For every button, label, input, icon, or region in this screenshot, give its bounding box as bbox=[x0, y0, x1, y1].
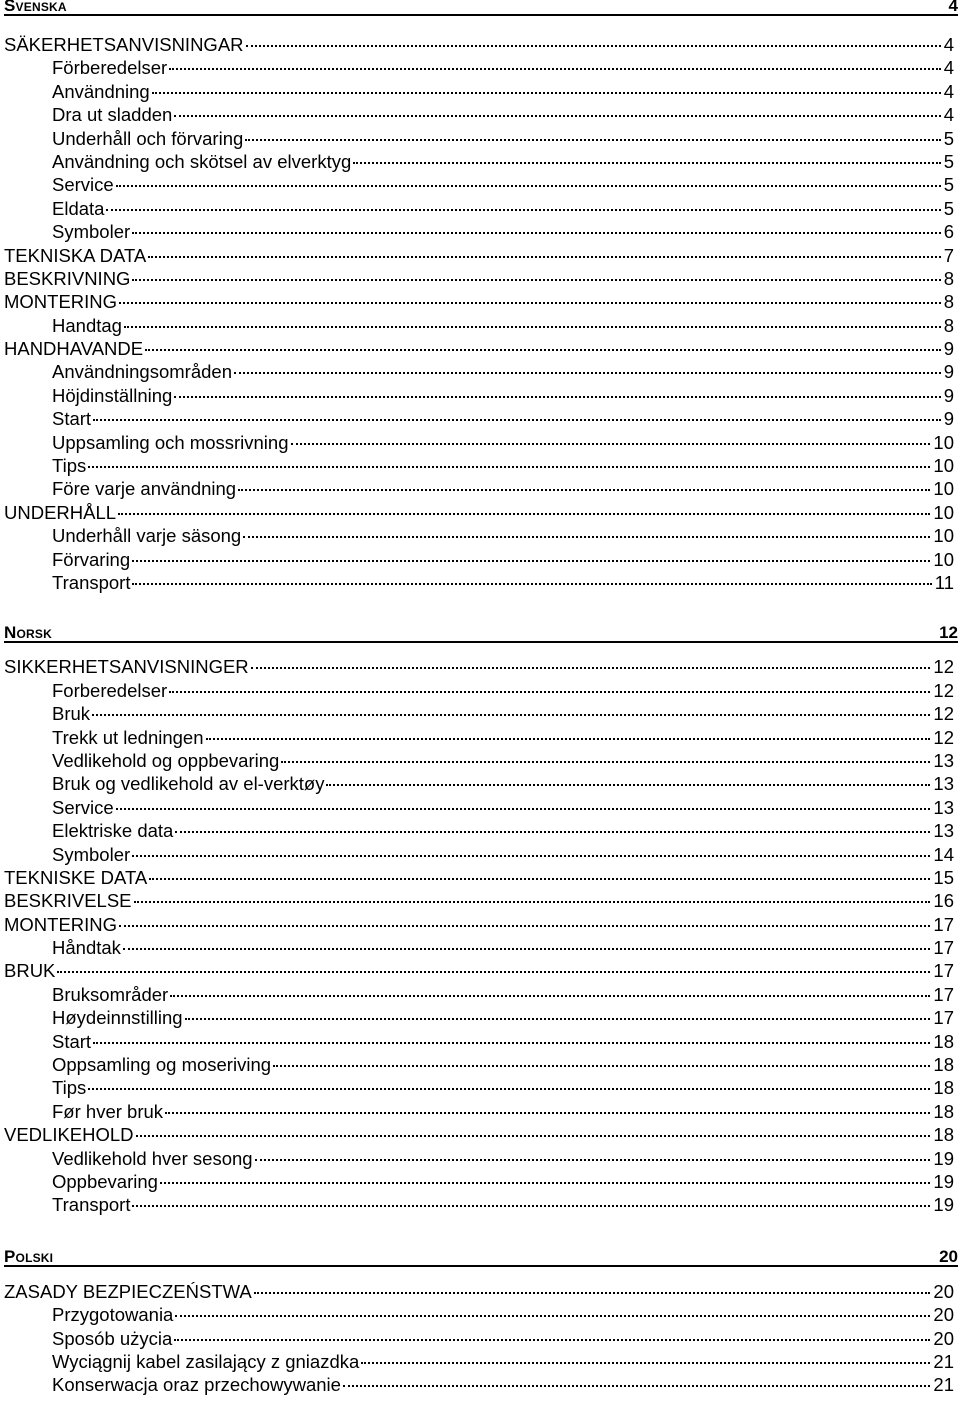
toc-entry[interactable] bbox=[0, 407, 960, 430]
toc-entry-label: TEKNISKA DATA bbox=[4, 244, 147, 266]
toc-entry[interactable] bbox=[0, 103, 960, 126]
toc-entry-page-number: 13 bbox=[933, 749, 954, 771]
toc-entry-label: Bruksområder bbox=[52, 983, 169, 1005]
toc-entry-page-number: 18 bbox=[933, 1077, 954, 1099]
toc-entry[interactable] bbox=[0, 1053, 960, 1076]
toc-entry-page-number: 8 bbox=[943, 267, 954, 289]
toc-entry-label: Elektriske data bbox=[52, 820, 174, 842]
toc-entry[interactable] bbox=[0, 913, 960, 936]
toc-entry-page-number: 4 bbox=[943, 80, 954, 102]
toc-entry-label: Transport bbox=[52, 571, 131, 593]
toc-entry-label: Förberedelser bbox=[52, 57, 168, 79]
dot-leader bbox=[116, 808, 931, 810]
toc-entry[interactable] bbox=[0, 1170, 960, 1193]
toc-entry[interactable] bbox=[0, 889, 960, 912]
toc-section-svenska bbox=[0, 0, 960, 594]
dot-leader bbox=[185, 1018, 931, 1020]
toc-entry-label: Uppsamling och mossrivning bbox=[52, 431, 289, 453]
toc-entry-label: Forberedelser bbox=[52, 679, 168, 701]
dot-leader bbox=[243, 536, 930, 538]
toc-entry[interactable] bbox=[0, 1193, 960, 1216]
toc-entry-page-number: 10 bbox=[933, 525, 954, 547]
toc-entry[interactable] bbox=[0, 1350, 960, 1373]
toc-entry[interactable] bbox=[0, 1123, 960, 1146]
dot-leader bbox=[132, 279, 940, 281]
toc-entry-label: Bruk bbox=[52, 703, 91, 725]
dot-leader bbox=[291, 443, 931, 445]
toc-entry-label: Oppbevaring bbox=[52, 1170, 158, 1192]
toc-entry-page-number: 8 bbox=[943, 314, 954, 336]
toc-entry-label: Förvaring bbox=[52, 548, 131, 570]
toc-entry-label: Vedlikehold og oppbevaring bbox=[52, 749, 280, 771]
toc-entry[interactable] bbox=[0, 796, 960, 819]
dot-leader bbox=[238, 489, 930, 491]
toc-entry-label: Eldata bbox=[52, 197, 105, 219]
toc-entry-label: Trekk ut ledningen bbox=[52, 726, 204, 748]
toc-entry[interactable] bbox=[0, 173, 960, 196]
toc-entry-page-number: 18 bbox=[933, 1124, 954, 1146]
dot-leader bbox=[175, 831, 930, 833]
toc-entry-page-number: 4 bbox=[943, 57, 954, 79]
toc-entry[interactable] bbox=[0, 337, 960, 360]
dot-leader bbox=[361, 1362, 930, 1364]
dot-leader bbox=[136, 1135, 931, 1137]
section-header bbox=[4, 0, 958, 16]
dot-leader bbox=[148, 256, 940, 258]
toc-entry-page-number: 11 bbox=[934, 571, 954, 593]
toc-entry-label: Start bbox=[52, 1030, 92, 1052]
toc-entry[interactable] bbox=[0, 150, 960, 173]
toc-entry-label: Service bbox=[52, 174, 114, 196]
toc-entry-label: Før hver bruk bbox=[52, 1100, 164, 1122]
toc-entry[interactable] bbox=[0, 360, 960, 383]
section-page-number: 20 bbox=[939, 1246, 958, 1266]
toc-entry-label: Transport bbox=[52, 1194, 131, 1216]
toc-entry[interactable] bbox=[0, 384, 960, 407]
dot-leader bbox=[57, 971, 930, 973]
toc-entry[interactable] bbox=[0, 1006, 960, 1029]
toc-entry-page-number: 5 bbox=[943, 127, 954, 149]
dot-leader bbox=[124, 326, 941, 328]
toc-entry-page-number: 12 bbox=[933, 679, 954, 701]
toc-entry-page-number: 18 bbox=[933, 1054, 954, 1076]
toc-entry[interactable] bbox=[0, 1327, 960, 1350]
section-title[interactable]: Norsk bbox=[4, 623, 52, 643]
toc-entry[interactable] bbox=[0, 936, 960, 959]
toc-entry-label: BESKRIVELSE bbox=[4, 890, 132, 912]
toc-entry[interactable] bbox=[0, 726, 960, 749]
dot-leader bbox=[175, 1315, 930, 1317]
toc-entry-label: Tips bbox=[52, 1077, 87, 1099]
section-entries bbox=[0, 1280, 960, 1397]
toc-entry-page-number: 20 bbox=[933, 1304, 954, 1326]
toc-entry-label: UNDERHÅLL bbox=[4, 501, 117, 523]
toc-entry-page-number: 15 bbox=[933, 866, 954, 888]
toc-entry-page-number: 10 bbox=[933, 478, 954, 500]
toc-entry[interactable] bbox=[0, 290, 960, 313]
dot-leader bbox=[132, 1205, 930, 1207]
toc-entry[interactable] bbox=[0, 1303, 960, 1326]
toc-entry-page-number: 13 bbox=[933, 820, 954, 842]
toc-entry[interactable] bbox=[0, 33, 960, 56]
dot-leader bbox=[93, 1042, 930, 1044]
toc-entry[interactable] bbox=[0, 80, 960, 103]
toc-entry[interactable] bbox=[0, 244, 960, 267]
toc-entry-label: Przygotowania bbox=[52, 1304, 174, 1326]
toc-entry-page-number: 19 bbox=[933, 1147, 954, 1169]
toc-entry-label: Oppsamling og moseriving bbox=[52, 1054, 272, 1076]
dot-leader bbox=[234, 372, 941, 374]
toc-entry[interactable] bbox=[0, 1280, 960, 1303]
dot-leader bbox=[132, 232, 941, 234]
toc-entry[interactable] bbox=[0, 983, 960, 1006]
toc-entry[interactable] bbox=[0, 655, 960, 678]
toc-entry-page-number: 9 bbox=[943, 338, 954, 360]
toc-entry-page-number: 14 bbox=[933, 843, 954, 865]
dot-leader bbox=[160, 1182, 930, 1184]
toc-entry-page-number: 17 bbox=[933, 983, 954, 1005]
dot-leader bbox=[174, 115, 940, 117]
section-header bbox=[4, 1247, 958, 1267]
toc-entry-label: ZASADY BEZPIECZEŃSTWA bbox=[4, 1280, 252, 1302]
toc-entry[interactable] bbox=[0, 501, 960, 524]
dot-leader bbox=[246, 45, 941, 47]
toc-entry-page-number: 6 bbox=[943, 221, 954, 243]
toc-entry-page-number: 21 bbox=[933, 1350, 954, 1372]
toc-entry-page-number: 13 bbox=[933, 773, 954, 795]
toc-entry-label: Symboler bbox=[52, 221, 131, 243]
dot-leader bbox=[169, 68, 941, 70]
toc-entry-label: Före varje användning bbox=[52, 478, 237, 500]
toc-entry-page-number: 12 bbox=[933, 703, 954, 725]
toc-entry-page-number: 20 bbox=[933, 1280, 954, 1302]
toc-entry-label: Høydeinnstilling bbox=[52, 1007, 183, 1029]
dot-leader bbox=[88, 466, 930, 468]
toc-entry[interactable] bbox=[0, 1147, 960, 1170]
toc-entry-page-number: 17 bbox=[933, 937, 954, 959]
dot-leader bbox=[165, 1112, 930, 1114]
toc-entry[interactable] bbox=[0, 749, 960, 772]
toc-section-norsk bbox=[0, 623, 960, 1216]
toc-entry-page-number: 12 bbox=[933, 656, 954, 678]
dot-leader bbox=[255, 1159, 931, 1161]
toc-entry-page-number: 4 bbox=[943, 104, 954, 126]
toc-entry-label: Vedlikehold hver sesong bbox=[52, 1147, 253, 1169]
toc-entry[interactable] bbox=[0, 571, 960, 594]
dot-leader bbox=[326, 784, 930, 786]
section-title[interactable]: Svenska bbox=[4, 0, 67, 15]
toc-entry-page-number: 13 bbox=[933, 796, 954, 818]
dot-leader bbox=[119, 925, 930, 927]
toc-entry-label: Start bbox=[52, 408, 92, 430]
toc-entry-page-number: 20 bbox=[933, 1327, 954, 1349]
dot-leader bbox=[343, 1385, 930, 1387]
toc-entry-page-number: 9 bbox=[943, 384, 954, 406]
toc-entry[interactable] bbox=[0, 431, 960, 454]
dot-leader bbox=[206, 738, 931, 740]
toc-entry-label: Höjdinställning bbox=[52, 384, 173, 406]
dot-leader bbox=[174, 1339, 930, 1341]
toc-entry-label: Håndtak bbox=[52, 937, 121, 959]
dot-leader bbox=[170, 995, 930, 997]
toc-entry[interactable] bbox=[0, 702, 960, 725]
toc-entry-page-number: 8 bbox=[943, 291, 954, 313]
toc-entry-page-number: 12 bbox=[933, 726, 954, 748]
toc-entry-page-number: 9 bbox=[943, 408, 954, 430]
toc-entry-label: Dra ut sladden bbox=[52, 104, 173, 126]
toc-entry-label: Underhåll varje säsong bbox=[52, 525, 242, 547]
toc-entry-label: BRUK bbox=[4, 960, 56, 982]
toc-entry[interactable] bbox=[0, 1373, 960, 1396]
toc-entry[interactable] bbox=[0, 524, 960, 547]
toc-entry-page-number: 9 bbox=[943, 361, 954, 383]
toc-entry-page-number: 18 bbox=[933, 1030, 954, 1052]
toc-entry-page-number: 5 bbox=[943, 174, 954, 196]
section-entries bbox=[0, 655, 960, 1216]
toc-entry-label: Handtag bbox=[52, 314, 122, 336]
toc-entry-page-number: 10 bbox=[933, 501, 954, 523]
dot-leader bbox=[174, 396, 940, 398]
dot-leader bbox=[281, 761, 930, 763]
toc-entry-page-number: 18 bbox=[933, 1100, 954, 1122]
toc-entry[interactable] bbox=[0, 267, 960, 290]
toc-section-polski bbox=[0, 1247, 960, 1397]
toc-entry-label: VEDLIKEHOLD bbox=[4, 1124, 134, 1146]
toc-entry[interactable] bbox=[0, 477, 960, 500]
toc-entry[interactable] bbox=[0, 1100, 960, 1123]
dot-leader bbox=[251, 667, 931, 669]
toc-entry-page-number: 5 bbox=[943, 197, 954, 219]
dot-leader bbox=[118, 513, 930, 515]
section-page-number: 4 bbox=[948, 0, 958, 15]
toc-entry-label: Bruk og vedlikehold av el-verktøy bbox=[52, 773, 325, 795]
dot-leader bbox=[93, 419, 941, 421]
dot-leader bbox=[92, 714, 930, 716]
toc-entry-label: Underhåll och förvaring bbox=[52, 127, 244, 149]
section-page-number: 12 bbox=[939, 623, 958, 643]
toc-entry-label: MONTERING bbox=[4, 913, 118, 935]
dot-leader bbox=[123, 948, 931, 950]
toc-entry[interactable] bbox=[0, 454, 960, 477]
toc-entry-label: SÄKERHETSANVISNINGAR bbox=[4, 34, 244, 55]
dot-leader bbox=[132, 583, 931, 585]
toc-entry-label: Användning och skötsel av elverktyg bbox=[52, 150, 352, 172]
toc-entry-label: HANDHAVANDE bbox=[4, 338, 144, 360]
toc-entry[interactable] bbox=[0, 1030, 960, 1053]
toc-entry[interactable] bbox=[0, 819, 960, 842]
toc-entry[interactable] bbox=[0, 866, 960, 889]
toc-entry-page-number: 17 bbox=[933, 913, 954, 935]
dot-leader bbox=[254, 1292, 931, 1294]
dot-leader bbox=[132, 855, 930, 857]
toc-entry-page-number: 17 bbox=[933, 1007, 954, 1029]
dot-leader bbox=[132, 560, 930, 562]
section-header bbox=[4, 623, 958, 643]
toc-entry[interactable] bbox=[0, 56, 960, 79]
toc-entry-label: SIKKERHETSANVISNINGER bbox=[4, 656, 249, 678]
toc-entry-label: Symboler bbox=[52, 843, 131, 865]
dot-leader bbox=[245, 139, 940, 141]
toc-entry-page-number: 7 bbox=[943, 244, 954, 266]
toc-entry-page-number: 5 bbox=[943, 150, 954, 172]
toc-entry-page-number: 10 bbox=[933, 548, 954, 570]
dot-leader bbox=[88, 1088, 930, 1090]
toc-entry-label: BESKRIVNING bbox=[4, 267, 131, 289]
dot-leader bbox=[169, 691, 930, 693]
dot-leader bbox=[273, 1065, 930, 1067]
toc-entry[interactable] bbox=[0, 843, 960, 866]
dot-leader bbox=[149, 878, 930, 880]
toc-entry-page-number: 10 bbox=[933, 455, 954, 477]
toc-entry-page-number: 10 bbox=[933, 431, 954, 453]
toc-entry[interactable] bbox=[0, 1076, 960, 1099]
toc-entry[interactable] bbox=[0, 220, 960, 243]
toc-entry-label: Konserwacja oraz przechowywanie bbox=[52, 1374, 341, 1396]
toc-entry[interactable] bbox=[0, 314, 960, 337]
toc-entry-page-number: 17 bbox=[933, 960, 954, 982]
dot-leader bbox=[119, 302, 941, 304]
toc-entry-label: Användning bbox=[52, 80, 150, 102]
toc-entry-label: Sposób użycia bbox=[52, 1327, 173, 1349]
toc-entry-label: MONTERING bbox=[4, 291, 118, 313]
toc-entry[interactable] bbox=[0, 127, 960, 150]
toc-entry[interactable] bbox=[0, 197, 960, 220]
dot-leader bbox=[134, 901, 931, 903]
toc-entry-page-number: 21 bbox=[933, 1374, 954, 1396]
dot-leader bbox=[353, 162, 940, 164]
section-entries bbox=[0, 33, 960, 594]
toc-entry[interactable] bbox=[0, 679, 960, 702]
toc-entry[interactable] bbox=[0, 548, 960, 571]
dot-leader bbox=[145, 349, 941, 351]
dot-leader bbox=[116, 185, 941, 187]
toc-entry-page-number: 16 bbox=[933, 890, 954, 912]
toc-entry-page-number: 4 bbox=[943, 34, 954, 55]
toc-entry-page-number: 19 bbox=[933, 1170, 954, 1192]
dot-leader bbox=[106, 209, 940, 211]
section-title[interactable]: Polski bbox=[4, 1246, 54, 1266]
toc-entry[interactable] bbox=[0, 772, 960, 795]
toc-entry-page-number: 19 bbox=[933, 1194, 954, 1216]
toc-entry-label: TEKNISKE DATA bbox=[4, 866, 148, 888]
toc-entry-label: Service bbox=[52, 796, 114, 818]
toc-entry-label: Wyciągnij kabel zasilający z gniazdka bbox=[52, 1350, 360, 1372]
toc-entry[interactable] bbox=[0, 959, 960, 982]
dot-leader bbox=[152, 92, 941, 94]
toc-entry-label: Användningsområden bbox=[52, 361, 232, 383]
toc-entry-label: Tips bbox=[52, 455, 87, 477]
